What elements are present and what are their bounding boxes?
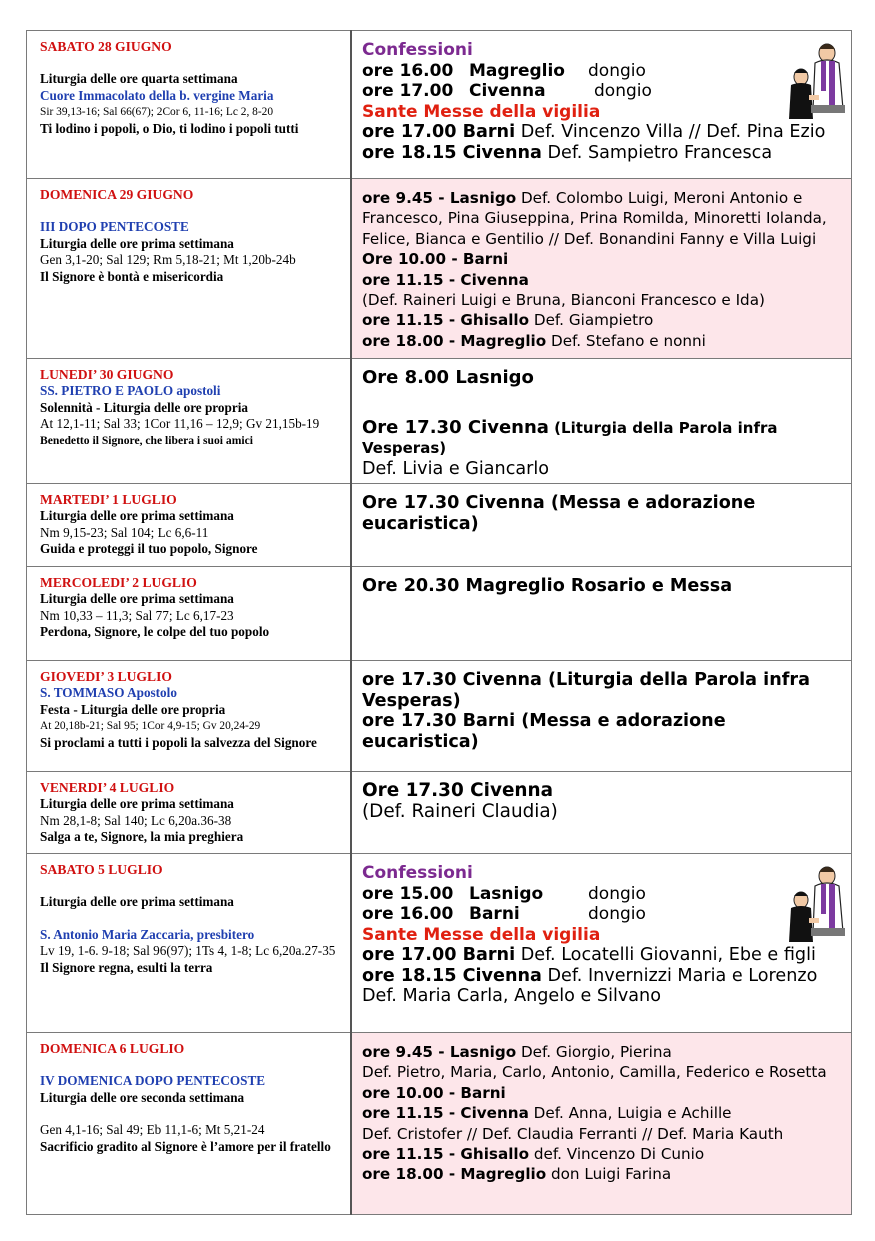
mass-head: ore 18.00 - Magreglio	[362, 1165, 547, 1184]
mass-text: Def. Vincenzo Villa // Def. Pina Ezio	[515, 122, 826, 142]
day-masses	[351, 31, 852, 179]
day-readings: At 12,1-11; Sal 33; 1Cor 11,16 – 12,9; Gv 21,15b-19	[40, 416, 320, 431]
mass-text: (Def. Raineri Luigi e Bruna, Bianconi Francesco e Ida)	[362, 291, 765, 310]
day-row	[27, 31, 852, 179]
day-psalm: Il Signore regna, esulti la terra	[40, 959, 213, 975]
confession-time: ore 15.00	[362, 883, 454, 904]
day-masses	[351, 1033, 852, 1215]
confession-place: Magreglio	[469, 60, 565, 81]
confession-priest: dongio	[588, 883, 646, 904]
mass-line	[362, 1164, 845, 1184]
day-row	[27, 359, 852, 484]
confession-illustration	[785, 39, 847, 123]
day-readings: At 20,18b-21; Sal 95; 1Cor 4,9-15; Gv 20,24-29	[40, 720, 261, 732]
day-info	[27, 567, 352, 661]
day-readings: Nm 28,1-8; Sal 140; Lc 6,20a.36-38	[40, 812, 232, 828]
day-feast: S. TOMMASO Apostolo	[40, 685, 177, 700]
mass-line: ore 17.30 Civenna (Liturgia della Parola infra Vesperas)	[362, 670, 810, 711]
mass-head: ore 18.15 Civenna	[362, 965, 542, 986]
day-row	[27, 854, 852, 1033]
confession-priest: dongio	[594, 81, 652, 101]
mass-head: ore 10.00 - Barni	[362, 1083, 506, 1102]
mass-head: ore 11.15 - Ghisallo	[362, 311, 530, 330]
mass-line	[362, 986, 845, 1007]
mass-def: (Def. Raineri Claudia)	[362, 800, 558, 822]
day-date: MERCOLEDI’ 2 LUGLIO	[40, 575, 197, 590]
mass-text: Def. Stefano e nonni	[546, 331, 706, 350]
day-info	[27, 359, 352, 484]
mass-line	[362, 1144, 845, 1164]
day-date: DOMENICA 29 GIUGNO	[40, 187, 194, 202]
mass-line	[362, 1083, 845, 1103]
mass-line	[362, 188, 845, 249]
day-readings: Gen 4,1-16; Sal 49; Eb 11,1-6; Mt 5,21-24	[40, 1122, 265, 1137]
mass-head: ore 18.00 - Magreglio	[362, 331, 547, 350]
mass-text: Def. Maria Carla, Angelo e Silvano	[362, 986, 661, 1006]
mass-line: Ore 17.30 Civenna	[362, 780, 554, 801]
day-readings: Nm 10,33 – 11,3; Sal 77; Lc 6,17-23	[40, 607, 234, 623]
confession-place: Civenna	[469, 81, 546, 101]
day-row	[27, 772, 852, 854]
mass-text: don Luigi Farina	[546, 1165, 672, 1184]
mass-line: Ore 17.30 Civenna (Messa e adorazione eucaristica)	[362, 493, 756, 534]
day-liturgy: Liturgia delle ore quarta settimana	[40, 71, 238, 86]
day-date: VENERDI’ 4 LUGLIO	[40, 780, 175, 795]
day-feast: IV DOMENICA DOPO PENTECOSTE	[40, 1073, 266, 1088]
confession-priest: dongio	[588, 904, 646, 924]
day-masses	[351, 567, 852, 661]
day-liturgy: Liturgia delle ore prima settimana	[40, 796, 234, 811]
day-info	[27, 31, 352, 179]
mass-text: Def. Invernizzi Maria e Lorenzo	[541, 965, 818, 986]
day-psalm: Ti lodino i popoli, o Dio, ti lodino i popoli tutti	[40, 120, 299, 136]
day-info	[27, 661, 352, 772]
day-feast: SS. PIETRO E PAOLO apostoli	[40, 383, 221, 398]
day-liturgy: Liturgia delle ore seconda settimana	[40, 1089, 245, 1105]
day-row	[27, 567, 852, 661]
confession-row	[362, 81, 845, 102]
mass-line: Ore 20.30 Magreglio Rosario e Messa	[362, 576, 733, 596]
day-feast: Cuore Immacolato della b. vergine Maria	[40, 87, 274, 103]
mass-note: (Liturgia della Parola infra Vesperas)	[362, 418, 778, 457]
day-psalm: Benedetto il Signore, che libera i suoi amici	[40, 433, 253, 447]
mass-head: ore 17.00 Barni	[362, 122, 516, 142]
mass-line	[362, 143, 845, 164]
day-info	[27, 1033, 352, 1215]
mass-text: Def. Anna, Luigia e Achille	[528, 1104, 732, 1123]
mass-head: ore 9.45 - Lasnigo	[362, 189, 517, 207]
mass-head: ore 17.00 Barni	[362, 945, 516, 965]
day-row	[27, 179, 852, 359]
day-psalm: Guida e proteggi il tuo popolo, Signore	[40, 541, 258, 556]
confession-time: ore 16.00	[362, 904, 454, 924]
mass-line	[362, 122, 845, 143]
day-readings: Nm 9,15-23; Sal 104; Lc 6,6-11	[40, 524, 209, 540]
day-liturgy: Liturgia delle ore prima settimana	[40, 235, 234, 251]
confession-illustration	[785, 862, 847, 946]
mass-text: Def. Pietro, Maria, Carlo, Antonio, Camilla, Federico e Rosetta	[362, 1063, 827, 1082]
day-feast: S. Antonio Maria Zaccaria, presbitero	[40, 926, 255, 942]
day-liturgy: Liturgia delle ore prima settimana	[40, 894, 234, 909]
day-date: GIOVEDI’ 3 LUGLIO	[40, 669, 172, 684]
day-date: SABATO 5 LUGLIO	[40, 862, 163, 877]
mass-head: ore 9.45 - Lasnigo	[362, 1043, 517, 1061]
day-masses	[351, 772, 852, 854]
day-readings: Lv 19, 1-6. 9-18; Sal 96(97); 1Ts 4, 1-8; Lc 6,20a.27-35	[40, 943, 336, 958]
mass-text: Def. Cristofer // Def. Claudia Ferranti // Def. Maria Kauth	[362, 1124, 784, 1143]
mass-line	[362, 270, 845, 290]
day-readings: Sir 39,13-16; Sal 66(67); 2Cor 6, 11-16; Lc 2, 8-20	[40, 106, 274, 118]
mass-text: Def. Colombo Luigi, Meroni Antonio e Francesco, Pina Giuseppina, Prina Romilda, Minoretti Iolanda, Felice, Bianca e Gentilio // Def. Bonandini Fanny e Villa Luigi	[362, 189, 827, 248]
mass-line: ore 17.30 Barni (Messa e adorazione eucaristica)	[362, 711, 726, 752]
confessions-title: Confessioni	[362, 40, 473, 60]
confession-priest: dongio	[588, 60, 646, 81]
day-psalm: Il Signore è bontà e misericordia	[40, 268, 224, 284]
mass-line	[362, 310, 845, 330]
day-psalm: Perdona, Signore, le colpe del tuo popolo	[40, 624, 270, 639]
mass-text: Def. Sampietro Francesca	[541, 142, 773, 163]
mass-line: Ore 8.00 Lasnigo	[362, 367, 534, 388]
mass-head: ore 11.15 - Civenna	[362, 270, 529, 289]
mass-line	[362, 1103, 845, 1123]
day-psalm: Salga a te, Signore, la mia preghiera	[40, 829, 244, 844]
day-masses	[351, 661, 852, 772]
mass-line	[362, 945, 845, 966]
day-psalm: Si proclami a tutti i popoli la salvezza del Signore	[40, 734, 317, 750]
mass-head: Ore 17.30 Civenna	[362, 416, 549, 438]
day-date: DOMENICA 6 LUGLIO	[40, 1041, 185, 1056]
mass-def: Def. Livia e Giancarlo	[362, 458, 550, 479]
day-liturgy: Liturgia delle ore prima settimana	[40, 508, 234, 523]
day-masses	[351, 854, 852, 1033]
confession-row	[362, 884, 845, 905]
mass-head: ore 11.15 - Civenna	[362, 1104, 529, 1123]
confession-row	[362, 61, 845, 82]
day-info	[27, 179, 352, 359]
day-info	[27, 484, 352, 567]
day-feast: III DOPO PENTECOSTE	[40, 219, 189, 234]
confession-place: Barni	[469, 904, 520, 924]
day-masses	[351, 484, 852, 567]
mass-line	[362, 249, 845, 269]
mass-line	[362, 1062, 845, 1082]
day-row	[27, 484, 852, 567]
mass-line	[362, 418, 845, 459]
mass-text: def. Vincenzo Di Cunio	[529, 1145, 705, 1164]
day-masses	[351, 179, 852, 359]
day-psalm: Sacrificio gradito al Signore è l’amore per il fratello	[40, 1138, 331, 1154]
mass-head: ore 11.15 - Ghisallo	[362, 1145, 530, 1164]
schedule-table	[26, 30, 852, 1215]
mass-text: Def. Locatelli Giovanni, Ebe e figli	[515, 945, 816, 965]
vigil-masses-title: Sante Messe della vigilia	[362, 924, 601, 945]
day-masses	[351, 359, 852, 484]
confessions-title: Confessioni	[362, 863, 473, 883]
mass-line	[362, 290, 845, 310]
mass-line	[362, 1124, 845, 1144]
day-readings: Gen 3,1-20; Sal 129; Rm 5,18-21; Mt 1,20b-24b	[40, 252, 296, 267]
day-date: LUNEDI’ 30 GIUGNO	[40, 367, 174, 382]
day-row	[27, 1033, 852, 1215]
mass-text: Def. Giampietro	[529, 311, 654, 330]
mass-head: Ore 10.00 - Barni	[362, 250, 509, 269]
day-liturgy: Solennità - Liturgia delle ore propria	[40, 399, 248, 415]
confession-time: ore 16.00	[362, 60, 454, 81]
confession-place: Lasnigo	[469, 883, 544, 904]
day-date: SABATO 28 GIUGNO	[40, 39, 172, 54]
mass-line	[362, 966, 845, 987]
mass-text: Def. Giorgio, Pierina	[516, 1043, 672, 1061]
mass-head: ore 18.15 Civenna	[362, 142, 542, 163]
confession-time: ore 17.00	[362, 81, 454, 101]
vigil-masses-title: Sante Messe della vigilia	[362, 101, 601, 122]
confession-row	[362, 904, 845, 925]
day-info	[27, 854, 352, 1033]
mass-line	[362, 1042, 845, 1062]
day-liturgy: Liturgia delle ore prima settimana	[40, 591, 234, 606]
day-info	[27, 772, 352, 854]
day-liturgy: Festa - Liturgia delle ore propria	[40, 701, 226, 717]
mass-line	[362, 331, 845, 351]
day-date: MARTEDI’ 1 LUGLIO	[40, 492, 177, 507]
day-row	[27, 661, 852, 772]
